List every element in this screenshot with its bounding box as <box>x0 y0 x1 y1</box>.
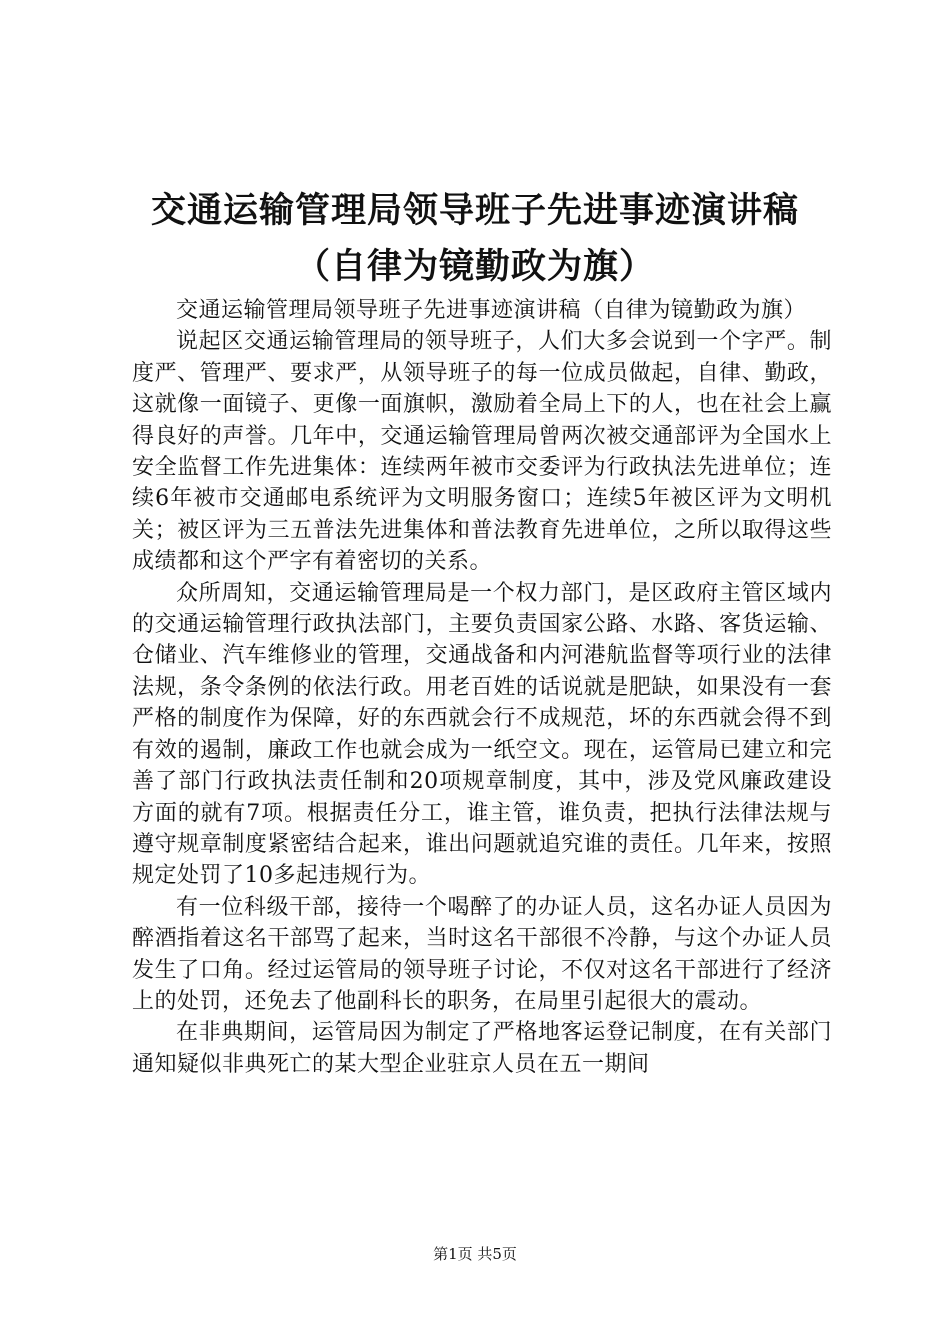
document-title: 交通运输管理局领导班子先进事迹演讲稿（自律为镜勤政为旗） <box>150 191 799 287</box>
paragraph-cadre-incident: 有一位科级干部，接待一个喝醉了的办证人员，这名办证人员因为醉酒指着这名干部骂了起来，当时这名干部很不冷静，与这个办证人员发生了口角。经过运管局的领导班子讨论，不仅对这名干部进行了经济上的处罚，还免去了他副科长的职务，在局里引起很大的震动。 <box>132 894 832 1014</box>
page-footer: 第1页 共5页 <box>433 1245 517 1263</box>
paragraph-sars-period: 在非典期间，运管局因为制定了严格地客运登记制度，在有关部门通知疑似非典死亡的某大型企业驻京人员在五一期间 <box>132 1020 832 1077</box>
document-body <box>132 295 832 1080</box>
paragraph-subtitle: 交通运输管理局领导班子先进事迹演讲稿（自律为镜勤政为旗） <box>176 298 807 323</box>
paragraph-strictness: 说起区交通运输管理局的领导班子，人们大多会说到一个字严。制度严、管理严、要求严，从领导班子的每一位成员做起，自律、勤政，这就像一面镜子、更像一面旗帜，激励着全局上下的人，也在社会上赢得良好的声誉。几年中，交通运输管理局曾两次被交通部评为全国水上安全监督工作先进集体：连续两年被市交委评为行政执法先进单位；连续6年被市交通邮电系统评为文明服务窗口；连续5年被区评为文明机关；被区评为三五普法先进集体和普法教育先进单位，之所以取得这些成绩都和这个严字有着密切的关系。 <box>132 329 832 575</box>
paragraph-responsibilities: 众所周知，交通运输管理局是一个权力部门，是区政府主管区域内的交通运输管理行政执法部门，主要负责国家公路、水路、客货运输、仓储业、汽车维修业的管理，交通战备和内河港航监督等项行业的法律法规，条令条例的依法行政。用老百姓的话说就是肥缺，如果没有一套严格的制度作为保障，好的东西就会行不成规范，坏的东西就会得不到有效的遏制，廉政工作也就会成为一纸空文。现在，运管局已建立和完善了部门行政执法责任制和20项规章制度，其中，涉及党风廉政建设方面的就有7项。根据责任分工，谁主管，谁负责，把执行法律法规与遵守规章制度紧密结合起来，谁出问题就追究谁的责任。几年来，按照规定处罚了10多起违规行为。 <box>132 580 832 889</box>
